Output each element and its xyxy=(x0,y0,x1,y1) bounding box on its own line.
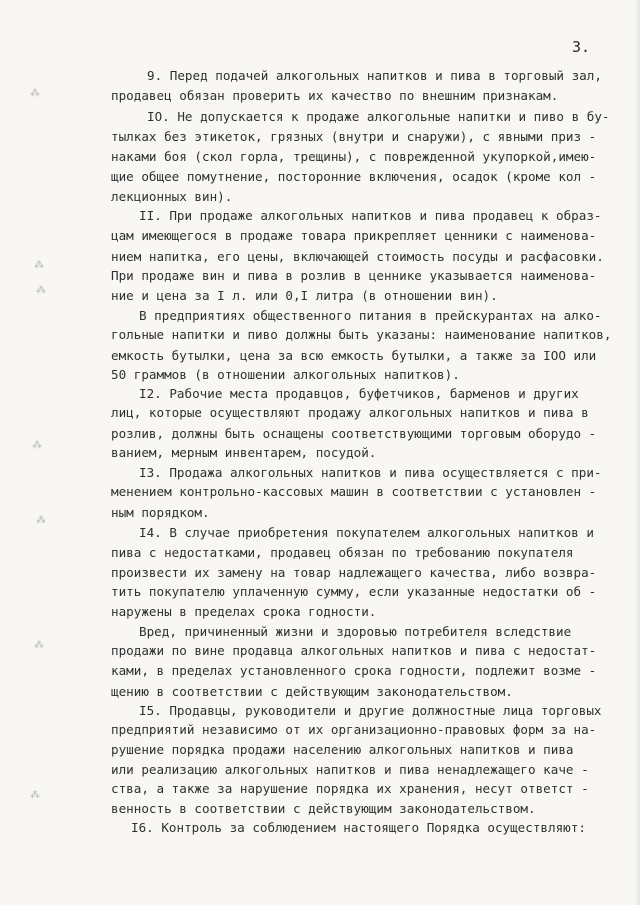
text-line: IO. Не допускается к продаже алкогольные напитки и пиво в бу- xyxy=(147,109,610,124)
text-line: щие общее помутнение, посторонние включения, осадок (кроме кол - xyxy=(111,169,597,184)
text-line: II. При продаже алкогольных напитков и пива продавец к образ- xyxy=(139,208,602,223)
text-line: или реализацию алкогольных напитков и пива ненадлежащего каче - xyxy=(111,762,589,777)
text-line: гольные напитки и пиво должны быть указаны: наименование напитков, xyxy=(111,327,612,342)
binding-mark-icon: ⁂ xyxy=(36,285,46,296)
text-line: венность в соответствии с действующим законодательством. xyxy=(111,801,536,816)
text-line: I5. Продавцы, руководители и другие должностные лица торговых xyxy=(139,703,602,718)
text-line: тить покупателю уплаченную сумму, если указанные недостатки об - xyxy=(111,584,597,599)
text-line: ками, в пределах установленного срока годности, подлежит возме - xyxy=(111,663,597,678)
text-line: продавец обязан проверить их качество по внешним признакам. xyxy=(111,88,559,103)
binding-mark-icon: ⁂ xyxy=(34,260,44,271)
text-line: При продаже вин и пива в розлив в ценнике указывается наименова- xyxy=(111,268,597,283)
text-line: Вред, причиненный жизни и здоровью потребителя вследствие xyxy=(139,624,572,639)
text-line: предприятий независимо от их организационно-правовых форм за на- xyxy=(111,722,597,737)
text-line: I4. В случае приобретения покупателем алкогольных напитков и xyxy=(139,525,594,540)
text-line: I2. Рабочие места продавцов, буфетчиков, барменов и других xyxy=(139,386,579,401)
text-line: лекционных вин). xyxy=(111,189,233,204)
text-line: 50 граммов (в отношении алкогольных напитков). xyxy=(111,367,460,382)
text-line: ванием, мерным инвентарем, посудой. xyxy=(111,445,377,460)
text-line: цам имеющегося в продаже товара прикрепляет ценники с наименова- xyxy=(111,228,597,243)
text-line: пива с недостатками, продавец обязан по требованию покупателя xyxy=(111,545,574,560)
text-line: 9. Перед подачей алкогольных напитков и пива в торговый зал, xyxy=(147,68,602,83)
text-line: ства, а также за нарушение порядка их хранения, несут ответст - xyxy=(111,781,589,796)
text-line: произвести их замену на товар надлежащего качества, либо возвра- xyxy=(111,565,597,580)
text-line: емкость бутылки, цена за всю емкость бутылки, а также за IOO или xyxy=(111,348,597,363)
text-line: менением контрольно-кассовых машин в соответствии с установлен - xyxy=(111,484,597,499)
text-line: розлив, должны быть оснащены соответствующими торговым оборудо - xyxy=(111,426,597,441)
binding-mark-icon: ⁂ xyxy=(30,790,40,801)
text-line: лиц, которые осуществляют продажу алкогольных напитков и пива в xyxy=(111,405,589,420)
binding-mark-icon: ⁂ xyxy=(34,640,44,651)
text-line: наружены в пределах срока годности. xyxy=(111,604,377,619)
text-line: рушение порядка продажи населению алкогольных напитков и пива xyxy=(111,742,574,757)
text-line: щению в соответствии с действующим законодательством. xyxy=(111,684,513,699)
text-line: нием напитка, его цены, включающей стоимость посуды и расфасовки. xyxy=(111,249,604,264)
text-line: ным порядком. xyxy=(111,505,210,520)
page-edge-shadow xyxy=(634,0,640,905)
text-line: продажи по вине продавца алкогольных напитков и пива с недостат- xyxy=(111,643,597,658)
text-line: I6. Контроль за соблюдением настоящего Порядка осуществляют: xyxy=(131,820,586,835)
text-line: В предприятиях общественного питания в прейскурантах на алко- xyxy=(139,308,602,323)
binding-mark-icon: ⁂ xyxy=(30,88,40,99)
text-line: ние и цена за I л. или 0,I литра (в отношении вин). xyxy=(111,288,498,303)
text-line: I3. Продажа алкогольных напитков и пива осуществляется с при- xyxy=(139,465,602,480)
binding-mark-icon: ⁂ xyxy=(36,515,46,526)
text-line: тылках без этикеток, грязных (внутри и снаружи), с явными приз - xyxy=(111,129,597,144)
text-line: наками боя (скол горла, трещины), с поврежденной укупоркой,имею- xyxy=(111,149,597,164)
binding-mark-icon: ⁂ xyxy=(32,440,42,451)
page-number: 3. xyxy=(572,38,591,56)
